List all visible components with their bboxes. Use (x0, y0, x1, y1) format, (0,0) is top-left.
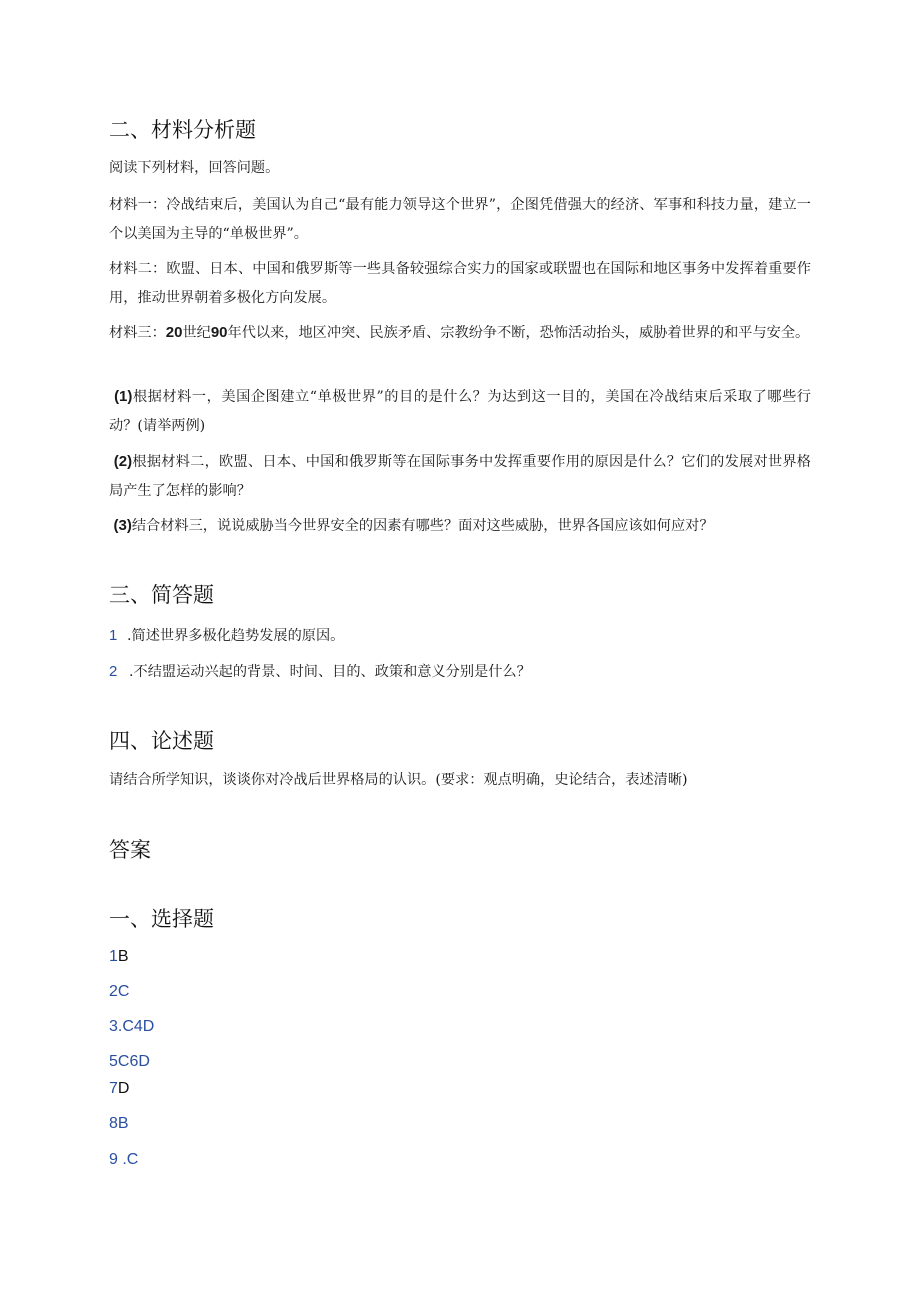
question-1 (109, 382, 811, 441)
question-2-text: 根据材料二，欧盟、日本、中国和俄罗斯等在国际事务中发挥重要作用的原因是什么？它们的发展对世界格局产生了怎样的影响？ (109, 454, 811, 499)
answer-line-6-lead: 8B (109, 1115, 129, 1132)
section-title-short-answer: 三、简答题 (109, 583, 214, 607)
answer-line-3-lead: 3.C4D (109, 1018, 155, 1035)
answer-line-4-lead: 5C6D (109, 1053, 150, 1070)
material-3-num-20: 20 (165, 324, 183, 341)
material-intro: 阅读下列材料，回答问题。 (109, 160, 280, 176)
question-1-number: (1) (114, 388, 133, 405)
answer-line-1-lead: 1 (109, 948, 118, 965)
short-item-1-number: 1 (109, 627, 118, 644)
question-2 (109, 447, 811, 506)
answer-line-7-lead: 9 .C (109, 1151, 139, 1168)
question-3-text: 结合材料三，说说威胁当今世界安全的因素有哪些？面对这些威胁，世界各国应该如何应对？ (131, 518, 714, 534)
material-3-rest: 年代以来，地区冲突、民族矛盾、宗教纷争不断，恐怖活动抬头，威胁着世界的和平与安全。 (227, 325, 810, 341)
answer-line-1 (109, 948, 129, 966)
question-2-number: (2) (113, 453, 133, 470)
material-3-mid: 世纪 (182, 325, 211, 341)
short-item-2-number: 2 (109, 663, 118, 680)
answers-title: 答案 (109, 838, 151, 862)
answer-line-5-letter: D (117, 1080, 130, 1097)
answer-line-7 (109, 1151, 138, 1169)
question-3 (109, 511, 811, 541)
material-3-num-90: 90 (210, 324, 228, 341)
answer-line-6 (109, 1115, 129, 1133)
question-1-text: 根据材料一，美国企图建立“单极世界”的目的是什么？为达到这一目的，美国在冷战结束后采取了哪些行动？(请举两例) (109, 389, 811, 434)
answers-choice-title: 一、选择题 (109, 907, 214, 931)
answer-line-5 (109, 1080, 129, 1098)
answer-line-2-lead: 2C (109, 983, 130, 1000)
answer-line-2 (109, 983, 129, 1001)
answer-line-1-letter: B (117, 948, 129, 965)
answer-line-3 (109, 1018, 154, 1036)
short-item-2 (109, 657, 811, 687)
question-3-number: (3) (113, 517, 132, 534)
short-item-1-text: .简述世界多极化趋势发展的原因。 (127, 628, 345, 644)
answer-line-5-lead: 7 (109, 1080, 118, 1097)
short-item-1 (109, 621, 811, 651)
material-2: 材料二：欧盟、日本、中国和俄罗斯等一些具备较强综合实力的国家或联盟也在国际和地区事务中发挥着重要作用，推动世界朝着多极化方向发展。 (109, 261, 811, 306)
answer-line-4 (109, 1053, 150, 1071)
section-title-essay: 四、论述题 (109, 729, 214, 753)
essay-prompt: 请结合所学知识，谈谈你对冷战后世界格局的认识。(要求：观点明确，史论结合，表述清晰) (109, 772, 688, 788)
material-3 (109, 318, 811, 348)
material-1: 材料一：冷战结束后，美国认为自己“最有能力领导这个世界”，企图凭借强大的经济、军事和科技力量，建立一个以美国为主导的“单极世界”。 (109, 197, 811, 242)
section-title-material-analysis: 二、材料分析题 (109, 118, 256, 142)
short-item-2-text: .不结盟运动兴起的背景、时间、目的、政策和意义分别是什么？ (129, 664, 531, 680)
material-3-prefix: 材料三： (109, 325, 166, 341)
